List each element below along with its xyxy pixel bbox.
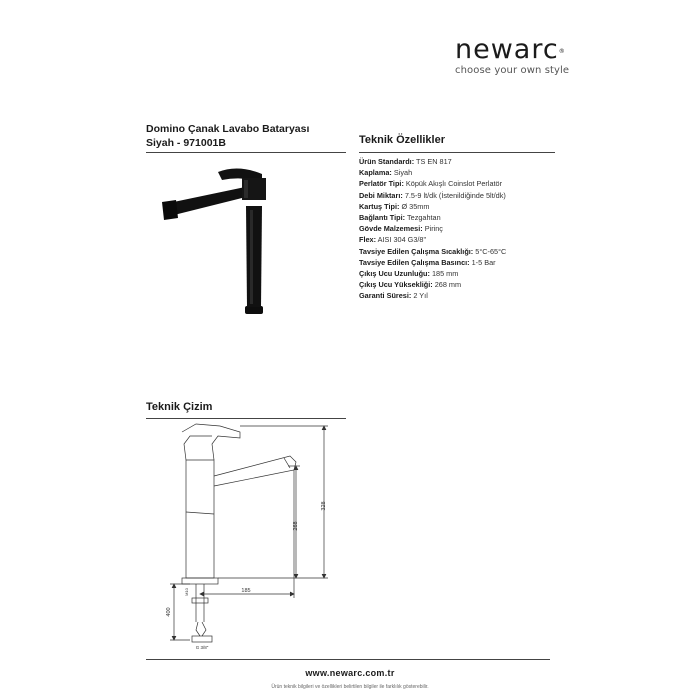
spec-row: Çıkış Ucu Yüksekliği: 268 mm [359, 280, 462, 290]
brand-logo [455, 36, 575, 76]
spec-row: Gövde Malzemesi: Pirinç [359, 224, 443, 234]
spec-row: Perlatör Tipi: Köpük Akışlı Coinslot Perlatör [359, 179, 503, 189]
spec-row: Garanti Süresi: 2 Yıl [359, 291, 428, 301]
drawing-divider [146, 418, 346, 419]
dim-spout-length: 185 [241, 588, 251, 594]
drawing-heading: Teknik Çizim [146, 401, 213, 413]
specs-divider [359, 152, 555, 153]
spec-row: Tavsiye Edilen Çalışma Basıncı: 1-5 Bar [359, 257, 496, 267]
brand-tagline: choose your own style [455, 65, 570, 76]
dim-hose-length: 400 [166, 607, 172, 617]
spec-row: Kaplama: Siyah [359, 168, 413, 178]
dim-mount: M10 [184, 588, 189, 596]
brand-wordmark: newarc® [455, 34, 566, 65]
spec-row: Ürün Standardı: TS EN 817 [359, 157, 452, 166]
product-title [146, 122, 346, 150]
dim-spout-height: 268 [293, 521, 299, 531]
spec-row: Flex: AISI 304 G3/8" [359, 235, 427, 245]
spec-row: Bağlantı Tipi: Tezgahtan [359, 213, 441, 223]
dim-total-height: 328 [321, 501, 327, 511]
spec-row: Çıkış Ucu Uzunluğu: 185 mm [359, 269, 459, 279]
specs-heading: Teknik Özellikler [359, 134, 446, 146]
spec-row: Debi Miktarı: 7.5-9 lt/dk (İstenildiğinde 5lt/dk) [359, 190, 506, 200]
product-code: Siyah - 971001B [146, 137, 226, 149]
footer-divider [146, 659, 550, 660]
title-divider [146, 152, 346, 153]
specs-list [359, 156, 619, 302]
footer-disclaimer: Ürün teknik bilgileri ve özellikleri belirtilen bilgiler ile farklılık gösterebilir. [271, 684, 429, 690]
spec-row: Tavsiye Edilen Çalışma Sıcaklığı: 5°C-65°C [359, 246, 507, 256]
product-title-line1: Domino Çanak Lavabo Bataryası [146, 123, 310, 135]
product-faucet-image [158, 164, 288, 324]
technical-drawing [160, 422, 340, 652]
spec-row: Kartuş Tipi: Ø 35mm [359, 201, 430, 211]
dim-thread: G 3/8" [195, 645, 209, 650]
footer-website-link[interactable]: www.newarc.com.tr [305, 668, 395, 678]
